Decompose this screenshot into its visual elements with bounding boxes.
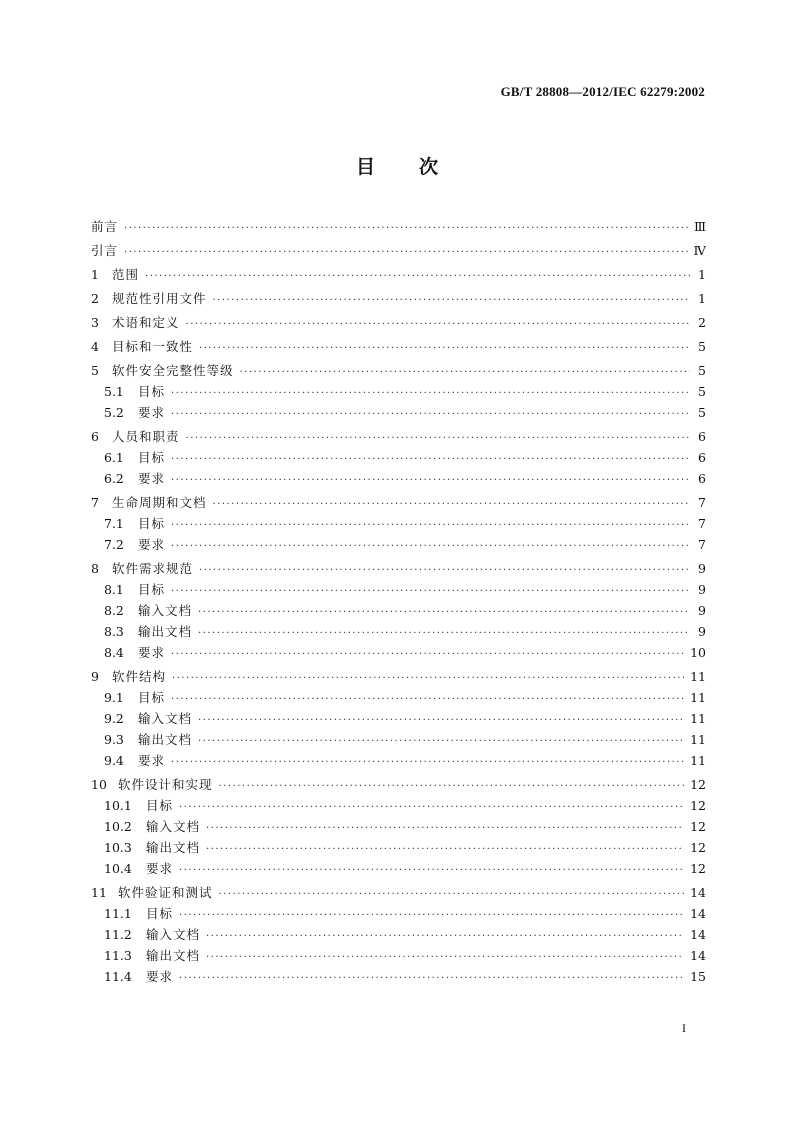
toc-entry-label: 目标 <box>146 798 174 813</box>
toc-entry[interactable] <box>91 945 706 966</box>
toc-dot-leader <box>171 404 690 425</box>
toc-dot-leader <box>199 560 690 581</box>
toc-entry-number: 9.1 <box>104 690 124 705</box>
toc-dot-leader <box>179 797 684 818</box>
toc-entry[interactable] <box>91 312 706 333</box>
toc-dot-leader <box>213 290 690 311</box>
toc-entry-number: 5.2 <box>104 405 124 420</box>
toc-entry[interactable] <box>91 621 706 642</box>
toc-dot-leader <box>206 926 684 947</box>
toc-dot-leader <box>213 494 690 515</box>
toc-entry-label: 生命周期和文档 <box>112 495 207 510</box>
toc-entry-label: 输出文档 <box>138 732 193 747</box>
toc-entry-page: 14 <box>690 948 706 963</box>
toc-entry-page: 12 <box>690 798 706 813</box>
toc-entry-page: 6 <box>698 450 706 465</box>
toc-entry-number: 8 <box>91 561 99 576</box>
toc-entry-page: 7 <box>698 495 706 510</box>
toc-entry-number: 7 <box>91 495 99 510</box>
toc-entry-label: 要求 <box>138 471 166 486</box>
toc-entry-page: 12 <box>690 777 706 792</box>
toc-entry-number: 11 <box>91 885 107 900</box>
toc-entry-label: 软件结构 <box>112 669 167 684</box>
toc-entry-label: 目标和一致性 <box>112 339 194 354</box>
toc-entry[interactable] <box>91 750 706 771</box>
toc-entry-number: 5.1 <box>104 384 124 399</box>
toc-entry-number: 8.1 <box>104 582 124 597</box>
toc-entry-page: 1 <box>698 267 706 282</box>
toc-entry[interactable] <box>91 924 706 945</box>
toc-entry-page: 5 <box>698 339 706 354</box>
toc-entry[interactable] <box>91 468 706 489</box>
toc-dot-leader <box>171 449 690 470</box>
toc-dot-leader <box>171 752 684 773</box>
toc-entry-page: 9 <box>698 624 706 639</box>
toc-entry-label: 目标 <box>138 450 166 465</box>
toc-entry-label: 目标 <box>138 516 166 531</box>
toc-entry[interactable] <box>91 642 706 663</box>
toc-entry-page: 12 <box>690 819 706 834</box>
toc-entry[interactable] <box>91 666 706 687</box>
toc-dot-leader <box>171 689 684 710</box>
toc-dot-leader <box>186 314 690 335</box>
toc-entry-label: 目标 <box>138 582 166 597</box>
toc-entry-number: 11.1 <box>104 906 132 921</box>
toc-entry[interactable] <box>91 774 706 795</box>
toc-entry-page: Ⅲ <box>693 219 706 234</box>
toc-entry-number: 6.1 <box>104 450 124 465</box>
toc-entry-page: 6 <box>698 471 706 486</box>
toc-entry[interactable] <box>91 882 706 903</box>
toc-entry-label: 输入文档 <box>138 711 193 726</box>
toc-entry-page: 6 <box>698 429 706 444</box>
toc-entry-page: 5 <box>698 363 706 378</box>
toc-entry-label: 范围 <box>112 267 140 282</box>
toc-entry-number: 10 <box>91 777 107 792</box>
toc-entry-number: 9.3 <box>104 732 124 747</box>
toc-dot-leader <box>206 947 684 968</box>
toc-entry-label: 输出文档 <box>146 840 201 855</box>
toc-entry-page: 9 <box>698 603 706 618</box>
toc-entry-number: 2 <box>91 291 99 306</box>
toc-entry[interactable] <box>91 858 706 879</box>
toc-entry-page: 11 <box>690 669 706 684</box>
toc-entry-number: 11.3 <box>104 948 132 963</box>
toc-entry-page: 1 <box>698 291 706 306</box>
toc-dot-leader <box>171 470 690 491</box>
toc-entry[interactable] <box>91 447 706 468</box>
toc-entry[interactable] <box>91 216 706 237</box>
toc-entry[interactable] <box>91 492 706 513</box>
toc-entry[interactable] <box>91 534 706 555</box>
toc-entry-number: 9.4 <box>104 753 124 768</box>
toc-entry-label: 输入文档 <box>146 819 201 834</box>
toc-entry-page: 14 <box>690 927 706 942</box>
toc-entry-label: 输出文档 <box>146 948 201 963</box>
toc-entry-label: 规范性引用文件 <box>112 291 207 306</box>
toc-entry[interactable] <box>91 729 706 750</box>
toc-entry-number: 10.1 <box>104 798 132 813</box>
toc-entry-page: 11 <box>690 711 706 726</box>
toc-entry-page: 9 <box>698 561 706 576</box>
toc-entry[interactable] <box>91 288 706 309</box>
toc-dot-leader <box>124 242 687 263</box>
toc-entry-label: 要求 <box>138 753 166 768</box>
toc-entry-page: 11 <box>690 732 706 747</box>
toc-entry-label: 软件需求规范 <box>112 561 194 576</box>
toc-entry-number: 8.3 <box>104 624 124 639</box>
toc-entry-label: 目标 <box>138 690 166 705</box>
toc-entry-page: 14 <box>690 885 706 900</box>
toc-entry-number: 9.2 <box>104 711 124 726</box>
toc-entry-number: 1 <box>91 267 99 282</box>
toc-entry-number: 9 <box>91 669 99 684</box>
toc-entry[interactable] <box>91 264 706 285</box>
page-number: I <box>682 1021 686 1035</box>
toc-entry[interactable] <box>91 402 706 423</box>
toc-entry-label: 术语和定义 <box>112 315 180 330</box>
toc-entry[interactable] <box>91 816 706 837</box>
toc-entry[interactable] <box>91 360 706 381</box>
toc-entry[interactable] <box>91 708 706 729</box>
toc-entry-number: 8.2 <box>104 603 124 618</box>
toc-entry-page: 2 <box>698 315 706 330</box>
toc-entry[interactable] <box>91 687 706 708</box>
toc-entry[interactable] <box>91 903 706 924</box>
toc-dot-leader <box>219 776 685 797</box>
toc-entry[interactable] <box>91 600 706 621</box>
toc-entry-page: 5 <box>698 405 706 420</box>
toc-dot-leader <box>198 623 690 644</box>
toc-dot-leader <box>206 839 684 860</box>
toc-entry-number: 11.2 <box>104 927 132 942</box>
toc-dot-leader <box>198 602 690 623</box>
toc-dot-leader <box>198 710 684 731</box>
toc-entry-page: 12 <box>690 840 706 855</box>
toc-entry-page: 11 <box>690 753 706 768</box>
toc-entry-label: 目标 <box>146 906 174 921</box>
toc-entry-page: 5 <box>698 384 706 399</box>
toc-entry[interactable] <box>91 381 706 402</box>
toc-entry-number: 7.1 <box>104 516 124 531</box>
toc-dot-leader <box>240 362 690 383</box>
toc-entry[interactable] <box>91 426 706 447</box>
toc-dot-leader <box>171 644 684 665</box>
toc-entry-page: 15 <box>690 969 706 984</box>
toc-entry-number: 4 <box>91 339 99 354</box>
toc-entry-number: 7.2 <box>104 537 124 552</box>
page-title-part1: 目 <box>355 156 375 178</box>
toc-entry-page: 12 <box>690 861 706 876</box>
toc-entry[interactable] <box>91 966 706 987</box>
toc-entry-label: 引言 <box>91 243 119 258</box>
toc-dot-leader <box>145 266 690 287</box>
toc-entry-number: 11.4 <box>104 969 132 984</box>
toc-dot-leader <box>186 428 690 449</box>
toc-dot-leader <box>172 668 684 689</box>
toc-entry-label: 输入文档 <box>146 927 201 942</box>
toc-entry-page: 11 <box>690 690 706 705</box>
standard-code: GB/T 28808—2012/IEC 62279:2002 <box>500 84 705 99</box>
toc-entry-number: 8.4 <box>104 645 124 660</box>
toc-entry-number: 3 <box>91 315 99 330</box>
toc-entry-number: 6.2 <box>104 471 124 486</box>
toc-entry-number: 10.3 <box>104 840 132 855</box>
toc-entry[interactable] <box>91 513 706 534</box>
toc-entry[interactable] <box>91 837 706 858</box>
table-of-contents <box>91 216 706 987</box>
toc-dot-leader <box>179 968 684 989</box>
toc-dot-leader <box>198 731 684 752</box>
toc-dot-leader <box>219 884 685 905</box>
toc-entry-page: Ⅳ <box>693 243 706 258</box>
toc-entry-label: 目标 <box>138 384 166 399</box>
page-title-part2: 次 <box>419 156 439 178</box>
toc-dot-leader <box>171 383 690 404</box>
toc-dot-leader <box>199 338 690 359</box>
toc-entry-label: 要求 <box>138 537 166 552</box>
toc-entry-number: 10.4 <box>104 861 132 876</box>
toc-entry-label: 软件验证和测试 <box>118 885 213 900</box>
toc-dot-leader <box>179 860 684 881</box>
toc-entry[interactable] <box>91 795 706 816</box>
toc-entry-page: 7 <box>698 516 706 531</box>
toc-entry[interactable] <box>91 240 706 261</box>
toc-entry-number: 6 <box>91 429 99 444</box>
toc-entry-label: 要求 <box>146 969 174 984</box>
toc-entry-page: 9 <box>698 582 706 597</box>
toc-entry[interactable] <box>91 336 706 357</box>
toc-dot-leader <box>171 536 690 557</box>
toc-entry-label: 输入文档 <box>138 603 193 618</box>
toc-entry[interactable] <box>91 558 706 579</box>
toc-entry-page: 14 <box>690 906 706 921</box>
toc-entry[interactable] <box>91 579 706 600</box>
toc-entry-number: 10.2 <box>104 819 132 834</box>
toc-entry-label: 人员和职责 <box>112 429 180 444</box>
toc-dot-leader <box>171 581 690 602</box>
toc-entry-page: 7 <box>698 537 706 552</box>
toc-entry-label: 要求 <box>138 405 166 420</box>
toc-entry-label: 要求 <box>138 645 166 660</box>
toc-entry-label: 软件设计和实现 <box>118 777 213 792</box>
toc-dot-leader <box>179 905 684 926</box>
toc-entry-page: 10 <box>690 645 706 660</box>
toc-entry-number: 5 <box>91 363 99 378</box>
page-title <box>0 152 794 179</box>
toc-entry-label: 输出文档 <box>138 624 193 639</box>
toc-entry-label: 前言 <box>91 219 119 234</box>
toc-entry-label: 要求 <box>146 861 174 876</box>
toc-dot-leader <box>206 818 684 839</box>
toc-entry-label: 软件安全完整性等级 <box>112 363 234 378</box>
toc-dot-leader <box>171 515 690 536</box>
toc-dot-leader <box>124 218 688 239</box>
